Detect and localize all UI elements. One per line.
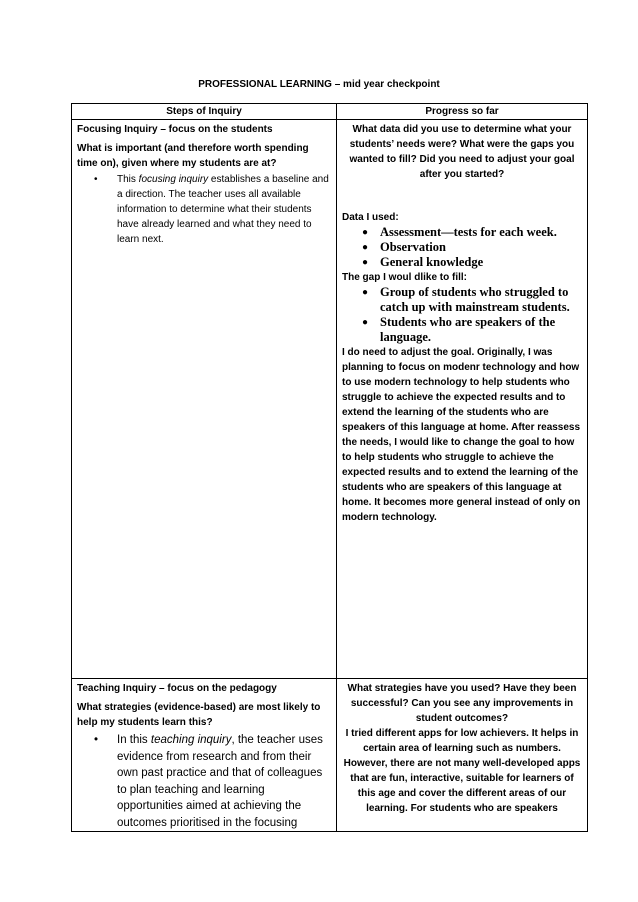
focusing-inquiry-bullet (77, 172, 331, 247)
bullet-icon: ● (362, 257, 369, 268)
bullet-icon: ● (362, 242, 369, 253)
bullet-text-em: focusing inquiry (138, 174, 209, 185)
data-used-item: ● Observation (362, 240, 446, 254)
table-row-teaching-inquiry (72, 679, 588, 832)
bullet-text-pre: In this (117, 734, 151, 746)
table-header-row (72, 104, 588, 120)
focusing-progress-cell (337, 120, 588, 679)
bullet-icon: • (94, 734, 99, 746)
focusing-inquiry-question: What is important (and therefore worth spending time on), given where my students are at? (77, 143, 309, 169)
bullet-text-post: establishes a baseline and a direction. The teacher uses all available information to determine what their students have already learned and what they need to learn next. (117, 174, 329, 245)
bullet-icon: ● (362, 317, 369, 328)
bullet-text-pre: This (117, 174, 139, 185)
bullet-text-post: , the teacher uses evidence from research and from their own past practice and that of colleagues to plan teaching and learning opportunities aimed at achieving the outcomes prioritised in the focusing (117, 734, 323, 829)
gap-label: The gap I woul dlike to fill: (342, 272, 467, 283)
header-steps-of-inquiry: Steps of Inquiry (72, 104, 337, 120)
teaching-inquiry-bullet (77, 732, 331, 831)
inquiry-table (71, 103, 588, 832)
bullet-icon: • (94, 174, 98, 185)
data-used-list (342, 225, 582, 270)
bullet-icon: ● (362, 287, 369, 298)
table-row-focusing-inquiry (72, 120, 588, 679)
header-progress-so-far: Progress so far (337, 104, 588, 120)
teaching-progress-question: What strategies have you used? Have they been successful? Can you see any improvements in student outcomes? (347, 683, 577, 724)
gap-list (342, 285, 582, 345)
gap-item: ● Students who are speakers of the language. (362, 315, 556, 344)
teaching-progress-answer: I tried different apps for low achievers. It helps in certain area of learning such as numbers. However, there are not many well-developed apps that are fun, interactive, suitable for learners of this age and cover the different areas of our learning. For students who are speakers (343, 728, 581, 814)
document-title: PROFESSIONAL LEARNING – mid year checkpoint (198, 79, 440, 90)
gap-item: ● Group of students who struggled to catch up with mainstream students. (362, 285, 570, 314)
focusing-progress-question: What data did you use to determine what your students’ needs were? What were the gaps you wanted to fill? Did you need to adjust your goal after you started? (349, 124, 575, 180)
bullet-icon: ● (362, 227, 369, 238)
focusing-inquiry-cell (72, 120, 337, 679)
teaching-progress-cell (337, 679, 588, 832)
teaching-inquiry-question: What strategies (evidence-based) are most likely to help my students learn this? (77, 702, 321, 728)
data-used-item: ● Assessment—tests for each week. (362, 225, 557, 239)
data-used-label: Data I used: (342, 212, 399, 223)
teaching-inquiry-cell (72, 679, 337, 832)
goal-adjustment-text: I do need to adjust the goal. Originally, I was planning to focus on modenr technology and how to use modern technology to help students who struggle to achieve the expected results and to extend the learning of the students who are speakers of this language at home. After reassess the needs, I would like to change the goal to how to help students who struggle to achieve the expected results and to extend the learning of the students who are speakers of this language at home. It becomes more general instead of only on modern technology. (342, 347, 581, 523)
focusing-inquiry-heading: Focusing Inquiry – focus on the students (77, 124, 273, 135)
teaching-inquiry-heading: Teaching Inquiry – focus on the pedagogy (77, 683, 277, 694)
data-used-item: ● General knowledge (362, 255, 484, 269)
bullet-text-em: teaching inquiry (150, 734, 232, 746)
